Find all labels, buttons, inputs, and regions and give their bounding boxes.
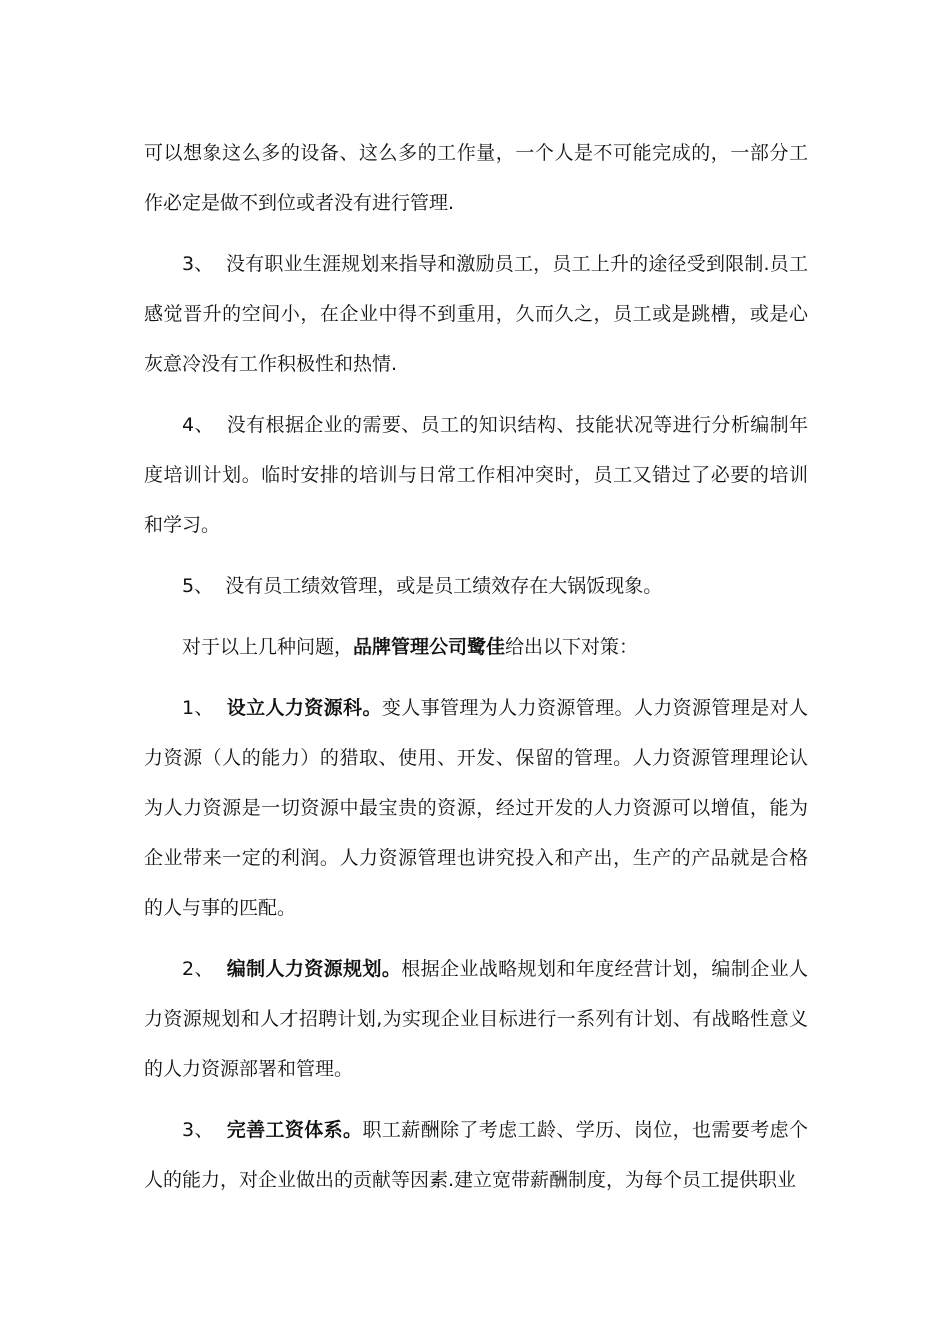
item-number: 3、 xyxy=(182,253,214,275)
paragraph-3-text: 没有根据企业的需要、员工的知识结构、技能状况等进行分析编制年度培训计划。临时安排的培训与日常工作相冲突时，员工又错过了必要的培训和学习。 xyxy=(144,414,808,536)
item-number: 5、 xyxy=(182,575,214,597)
item-heading: 完善工资体系。 xyxy=(226,1119,363,1141)
paragraph-1-text: 可以想象这么多的设备、这么多的工作量，一个人是不可能完成的，一部分工作必定是做不到位或者没有进行管理. xyxy=(144,142,808,214)
item-number: 2、 xyxy=(182,958,214,980)
paragraph-5 xyxy=(144,622,808,672)
item-heading: 设立人力资源科。 xyxy=(226,697,382,719)
paragraph-5-post: 给出以下对策： xyxy=(505,636,639,658)
paragraph-4-text: 没有员工绩效管理，或是员工绩效存在大锅饭现象。 xyxy=(225,575,663,597)
paragraph-6-text: 变人事管理为人力资源管理。人力资源管理是对人力资源（人的能力）的猎取、使用、开发、保留的管理。人力资源管理理论认为人力资源是一切资源中最宝贵的资源，经过开发的人力资源可以增值，能为企业带来一定的利润。人力资源管理也讲究投入和产出，生产的产品就是合格的人与事的匹配。 xyxy=(144,697,808,919)
item-number: 1、 xyxy=(182,697,214,719)
paragraph-4 xyxy=(144,561,808,611)
company-name: 品牌管理公司鹭佳 xyxy=(353,636,506,658)
paragraph-6 xyxy=(144,683,808,933)
paragraph-7 xyxy=(144,944,808,1094)
item-number: 4、 xyxy=(182,414,214,436)
item-heading: 编制人力资源规划。 xyxy=(226,958,402,980)
paragraph-8-text: 职工薪酬除了考虑工龄、学历、岗位，也需要考虑个人的能力，对企业做出的贡献等因素.建立宽带薪酬制度，为每个员工提供职业 xyxy=(144,1119,808,1191)
paragraph-1 xyxy=(144,128,808,228)
paragraph-3 xyxy=(144,400,808,550)
paragraph-2-text: 没有职业生涯规划来指导和激励员工，员工上升的途径受到限制.员工感觉晋升的空间小，在企业中得不到重用，久而久之，员工或是跳槽，或是心灰意冷没有工作积极性和热情. xyxy=(144,253,808,375)
paragraph-2 xyxy=(144,239,808,389)
item-number: 3、 xyxy=(182,1119,214,1141)
document-page xyxy=(144,128,808,1205)
paragraph-5-pre: 对于以上几种问题， xyxy=(182,636,354,658)
paragraph-8 xyxy=(144,1105,808,1205)
paragraph-7-text: 根据企业战略规划和年度经营计划，编制企业人力资源规划和人才招聘计划,为实现企业目标进行一系列有计划、有战略性意义的人力资源部署和管理。 xyxy=(144,958,808,1080)
